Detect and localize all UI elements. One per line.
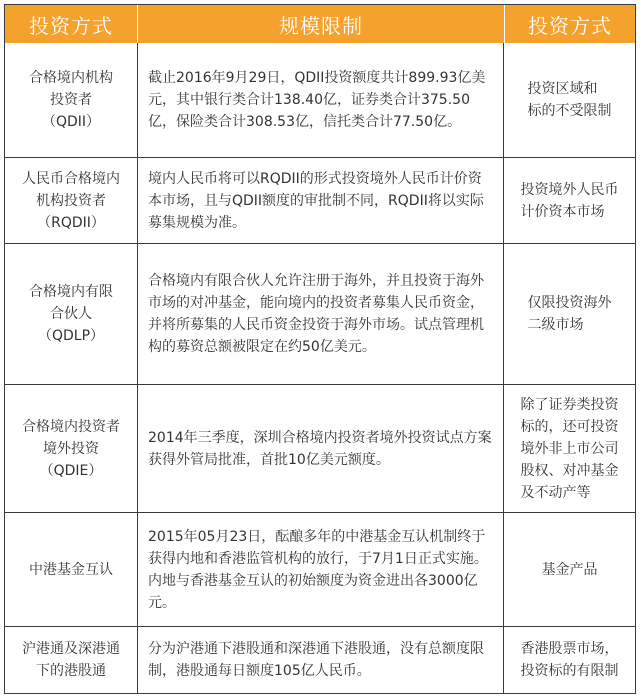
row-rqdii-limit (137, 157, 504, 243)
row-qdii-type: 合格境内机构 投资者 （QDII） (29, 70, 113, 130)
row-qdlp-scope: 仅限投资海外 二级市场 (504, 243, 635, 384)
row-rqdii-type: 人民币合格境内 机构投资者 （RQDII） (5, 157, 137, 243)
row-qdie-scope: 除了证券类投资 标的，还可投资 境外非上市公司 股权、对冲基金 及不动产等 (504, 384, 635, 512)
row-stock-connect-limit (137, 626, 504, 693)
header-scale-limit: 规模限制 (137, 5, 504, 43)
row-stock-connect-scope: 香港股票市场， 投资标的有限制 (504, 626, 635, 693)
row-rqdii-scope: 投资境外人民币 计价资本市场 (504, 157, 635, 243)
header-investment-type: 投资方式 (5, 5, 137, 43)
row-qdie-limit (137, 384, 504, 512)
row-rqdii-limit-text: 境内人民币将可以RQDII的形式投资境外人民币计价资本市场，且与QDII额度的审批制不同，RQDII将以实际募集规模为准。 (148, 170, 484, 231)
row-qdlp-limit-text: 合格境内有限合伙人允许注册于海外，并且投资于海外市场的对冲基金，能向境内的投资者募集人民币资金，并将所募集的人民币资金投资于海外市场。试点管理机构的募资总额被限定在约50亿美元。 (148, 273, 484, 355)
row-stock-connect-limit-text: 分为沪港通下港股通和深港通下港股通，没有总额度限制，港股通每日额度105亿人民币。 (148, 641, 484, 679)
row-qdii-limit (137, 43, 504, 157)
row-fund-mutual-limit-text: 2015年05月23日，酝酿多年的中港基金互认机制终于获得内地和香港监管机构的放行，于7月1日正式实施。内地与香港基金互认的初始额度为资金进出各3000亿元。 (148, 528, 488, 611)
row-qdlp-limit (137, 243, 504, 384)
row-qdlp-type: 合格境内有限 合伙人 （QDLP） (5, 243, 137, 384)
header-investment-scope: 投资方式 (504, 5, 635, 43)
row-qdii-limit-text: 截止2016年9月29日，QDII投资额度共计899.93亿美元，其中银行类合计138.40亿，证券类合计375.50亿，保险类合计308.53亿，信托类合计77.50亿。 (148, 70, 486, 130)
row-qdie-limit-text: 2014年三季度，深圳合格境内投资者境外投资试点方案获得外管局批准，首批10亿美元额度。 (148, 429, 492, 468)
row-stock-connect-type: 沪港通及深港通 下的港股通 (5, 626, 137, 693)
row-qdii-scope: 投资区域和 标的不受限制 (527, 81, 612, 119)
row-fund-mutual-scope: 基金产品 (504, 512, 635, 626)
row-qdie-type: 合格境内投资者 境外投资 （QDIE） (5, 384, 137, 512)
row-fund-mutual-limit (137, 512, 504, 626)
row-fund-mutual-type: 中港基金互认 (5, 512, 137, 626)
investment-table (4, 4, 636, 694)
